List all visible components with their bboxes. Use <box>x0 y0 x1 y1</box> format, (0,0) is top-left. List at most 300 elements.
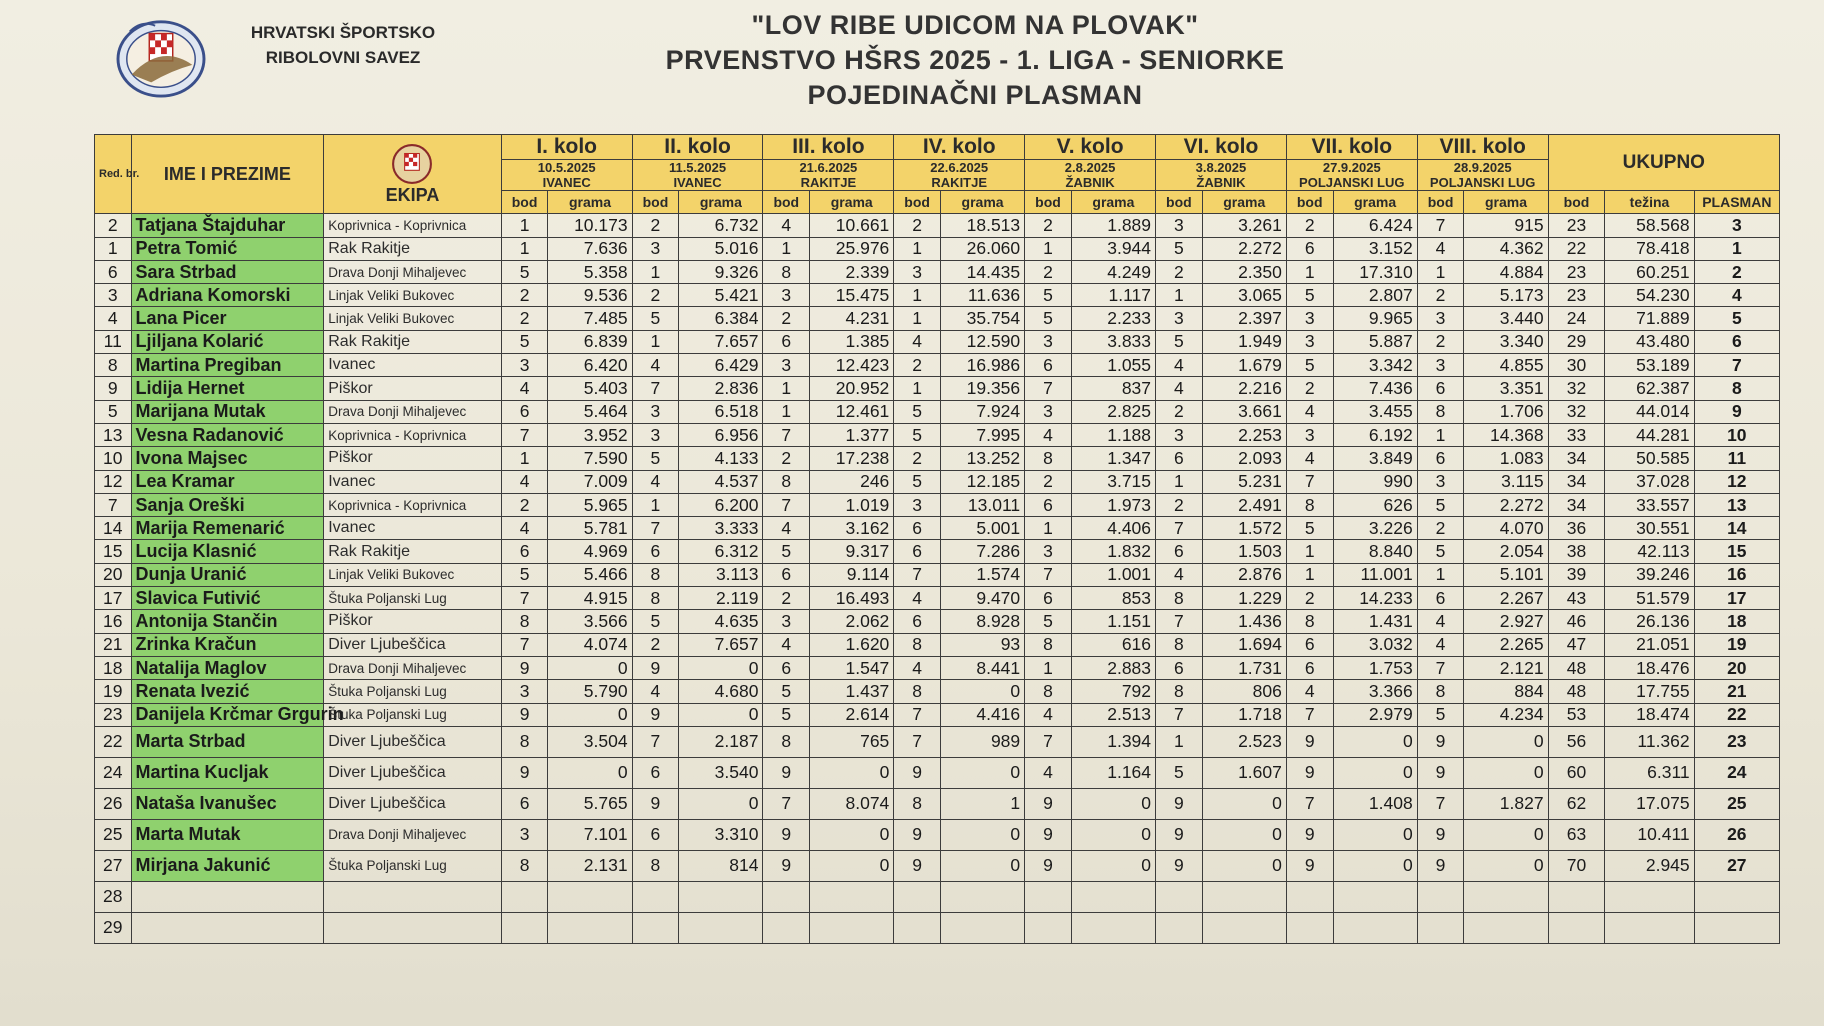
col-bod: bod <box>501 191 548 214</box>
table-row <box>95 354 1780 377</box>
row-number: 10 <box>95 447 132 470</box>
round-title: VIII. kolo <box>1417 135 1548 160</box>
round-grama: 3.504 <box>548 726 632 757</box>
round-grama: 3.566 <box>548 610 632 633</box>
round-info <box>1417 160 1548 191</box>
round-place: RAKITJE <box>931 175 988 190</box>
competitor-name: Ljiljana Kolarić <box>131 330 324 353</box>
round-bod: 2 <box>1025 470 1072 493</box>
total-bod: 34 <box>1548 493 1605 516</box>
table-row <box>95 377 1780 400</box>
empty-cell <box>548 881 632 912</box>
round-grama: 16.986 <box>940 354 1024 377</box>
round-bod: 1 <box>894 307 941 330</box>
total-bod: 24 <box>1548 307 1605 330</box>
round-grama: 2.121 <box>1464 656 1548 679</box>
round-bod: 3 <box>1417 354 1464 377</box>
round-bod: 3 <box>894 493 941 516</box>
header-team-label: EKIPA <box>385 184 440 205</box>
round-grama: 4.231 <box>810 307 894 330</box>
round-grama: 5.173 <box>1464 284 1548 307</box>
round-bod: 4 <box>763 517 810 540</box>
round-bod: 5 <box>894 423 941 446</box>
total-bod: 23 <box>1548 260 1605 283</box>
round-grama: 0 <box>1202 819 1286 850</box>
round-grama: 2.927 <box>1464 610 1548 633</box>
round-grama: 1.377 <box>810 423 894 446</box>
round-bod: 8 <box>1286 610 1333 633</box>
table-body <box>95 214 1780 944</box>
round-bod: 3 <box>632 400 679 423</box>
round-bod: 3 <box>1417 307 1464 330</box>
empty-cell <box>1694 912 1779 943</box>
round-bod: 1 <box>501 447 548 470</box>
round-grama: 1.019 <box>810 493 894 516</box>
round-grama: 1.229 <box>1202 587 1286 610</box>
round-grama: 3.661 <box>1202 400 1286 423</box>
round-grama: 1.408 <box>1333 788 1417 819</box>
total-bod: 47 <box>1548 633 1605 656</box>
round-bod: 8 <box>632 563 679 586</box>
round-grama: 8.074 <box>810 788 894 819</box>
round-grama: 989 <box>940 726 1024 757</box>
team-name: Štuka Poljanski Lug <box>324 680 502 703</box>
round-grama: 3.261 <box>1202 214 1286 237</box>
row-number: 23 <box>95 703 132 726</box>
round-grama: 3.032 <box>1333 633 1417 656</box>
col-bod: bod <box>1417 191 1464 214</box>
round-bod: 1 <box>1156 284 1203 307</box>
round-grama: 7.485 <box>548 307 632 330</box>
round-date: 28.9.2025 <box>1453 160 1512 175</box>
col-grama: grama <box>548 191 632 214</box>
round-bod: 3 <box>894 260 941 283</box>
round-bod: 9 <box>1417 726 1464 757</box>
round-grama: 7.590 <box>548 447 632 470</box>
team-name: Ivanec <box>324 354 502 377</box>
round-bod: 4 <box>1025 703 1072 726</box>
round-grama: 4.406 <box>1071 517 1155 540</box>
round-grama: 17.310 <box>1333 260 1417 283</box>
row-number: 15 <box>95 540 132 563</box>
empty-cell <box>1286 912 1333 943</box>
round-bod: 7 <box>763 423 810 446</box>
total-tezina: 33.557 <box>1605 493 1694 516</box>
round-bod: 8 <box>1025 633 1072 656</box>
row-number: 13 <box>95 423 132 446</box>
round-grama: 2.272 <box>1202 237 1286 260</box>
round-grama: 1.718 <box>1202 703 1286 726</box>
round-bod: 3 <box>632 423 679 446</box>
round-grama: 0 <box>1464 850 1548 881</box>
round-grama: 10.661 <box>810 214 894 237</box>
table-row <box>95 400 1780 423</box>
round-grama: 3.340 <box>1464 330 1548 353</box>
empty-cell <box>1548 912 1605 943</box>
round-grama: 626 <box>1333 493 1417 516</box>
table-row <box>95 237 1780 260</box>
round-bod: 8 <box>894 788 941 819</box>
round-bod: 7 <box>1156 610 1203 633</box>
round-bod: 7 <box>501 423 548 446</box>
round-bod: 1 <box>1156 470 1203 493</box>
round-title: VII. kolo <box>1286 135 1417 160</box>
round-grama: 0 <box>1333 850 1417 881</box>
round-bod: 9 <box>632 656 679 679</box>
row-number: 1 <box>95 237 132 260</box>
round-grama: 0 <box>1464 757 1548 788</box>
round-grama: 4.074 <box>548 633 632 656</box>
round-grama: 4.855 <box>1464 354 1548 377</box>
competitor-name: Marija Remenarić <box>131 517 324 540</box>
plasman-value: 11 <box>1694 447 1779 470</box>
round-grama: 1.731 <box>1202 656 1286 679</box>
total-tezina: 50.585 <box>1605 447 1694 470</box>
round-bod: 1 <box>1156 726 1203 757</box>
round-info <box>501 160 632 191</box>
round-bod: 8 <box>501 610 548 633</box>
team-name: Linjak Veliki Bukovec <box>324 563 502 586</box>
round-grama: 12.185 <box>940 470 1024 493</box>
round-bod: 3 <box>501 680 548 703</box>
plasman-value: 19 <box>1694 633 1779 656</box>
round-grama: 6.518 <box>679 400 763 423</box>
round-grama: 3.540 <box>679 757 763 788</box>
row-number: 25 <box>95 819 132 850</box>
round-grama: 8.928 <box>940 610 1024 633</box>
plasman-value: 17 <box>1694 587 1779 610</box>
round-bod: 2 <box>1156 493 1203 516</box>
competitor-name: Lea Kramar <box>131 470 324 493</box>
round-grama: 1.832 <box>1071 540 1155 563</box>
table-row <box>95 214 1780 237</box>
team-name: Linjak Veliki Bukovec <box>324 307 502 330</box>
round-grama: 9.114 <box>810 563 894 586</box>
round-bod: 2 <box>1417 517 1464 540</box>
round-bod: 3 <box>1156 423 1203 446</box>
total-bod: 43 <box>1548 587 1605 610</box>
competitor-name: Adriana Komorski <box>131 284 324 307</box>
round-info <box>1286 160 1417 191</box>
table-row <box>95 260 1780 283</box>
round-grama: 1.151 <box>1071 610 1155 633</box>
round-bod: 5 <box>632 447 679 470</box>
round-bod: 4 <box>1156 354 1203 377</box>
round-bod: 3 <box>1417 470 1464 493</box>
table-row <box>95 423 1780 446</box>
round-bod: 7 <box>1025 377 1072 400</box>
round-bod: 6 <box>1286 633 1333 656</box>
round-grama: 2.350 <box>1202 260 1286 283</box>
round-bod: 2 <box>763 587 810 610</box>
empty-cell <box>1605 881 1694 912</box>
round-grama: 0 <box>1202 788 1286 819</box>
total-bod: 38 <box>1548 540 1605 563</box>
plasman-value: 4 <box>1694 284 1779 307</box>
round-bod: 5 <box>763 680 810 703</box>
round-bod: 9 <box>1025 819 1072 850</box>
round-bod: 1 <box>1025 517 1072 540</box>
col-bod: bod <box>763 191 810 214</box>
team-name: Diver Ljubeščica <box>324 757 502 788</box>
round-bod: 1 <box>763 237 810 260</box>
plasman-value: 21 <box>1694 680 1779 703</box>
round-bod: 1 <box>632 493 679 516</box>
federation-logo <box>112 14 210 100</box>
empty-cell <box>1156 881 1203 912</box>
round-date: 22.6.2025 <box>930 160 989 175</box>
round-bod: 1 <box>1417 260 1464 283</box>
round-grama: 2.836 <box>679 377 763 400</box>
round-grama: 6.384 <box>679 307 763 330</box>
round-grama: 0 <box>1202 850 1286 881</box>
round-bod: 4 <box>1156 563 1203 586</box>
total-bod: 70 <box>1548 850 1605 881</box>
round-grama: 4.133 <box>679 447 763 470</box>
round-grama: 2.513 <box>1071 703 1155 726</box>
round-bod: 7 <box>1025 726 1072 757</box>
round-grama: 0 <box>1333 757 1417 788</box>
row-number: 18 <box>95 656 132 679</box>
round-grama: 0 <box>1464 819 1548 850</box>
round-bod: 6 <box>632 819 679 850</box>
round-bod: 4 <box>1286 400 1333 423</box>
round-grama: 990 <box>1333 470 1417 493</box>
plasman-value: 9 <box>1694 400 1779 423</box>
round-bod: 2 <box>632 214 679 237</box>
header-name: IME I PREZIME <box>131 135 324 214</box>
team-name: Diver Ljubeščica <box>324 788 502 819</box>
team-name: Štuka Poljanski Lug <box>324 703 502 726</box>
round-grama: 5.358 <box>548 260 632 283</box>
empty-cell <box>501 912 548 943</box>
row-number: 12 <box>95 470 132 493</box>
round-grama: 0 <box>1071 850 1155 881</box>
round-grama: 9.965 <box>1333 307 1417 330</box>
header-red-br: Red. br. <box>95 135 132 214</box>
team-name: Koprivnica - Koprivnica <box>324 493 502 516</box>
round-bod: 1 <box>632 260 679 283</box>
round-grama: 14.368 <box>1464 423 1548 446</box>
round-grama: 3.351 <box>1464 377 1548 400</box>
round-grama: 6.839 <box>548 330 632 353</box>
round-grama: 616 <box>1071 633 1155 656</box>
round-grama: 5.965 <box>548 493 632 516</box>
round-bod: 4 <box>763 633 810 656</box>
competitor-name: Martina Kucljak <box>131 757 324 788</box>
round-grama: 1.949 <box>1202 330 1286 353</box>
round-grama: 2.119 <box>679 587 763 610</box>
round-grama: 3.440 <box>1464 307 1548 330</box>
col-bod: bod <box>1156 191 1203 214</box>
round-bod: 5 <box>1417 493 1464 516</box>
round-grama: 25.976 <box>810 237 894 260</box>
empty-cell <box>894 912 941 943</box>
round-bod: 3 <box>1286 307 1333 330</box>
round-bod: 6 <box>501 540 548 563</box>
plasman-value: 12 <box>1694 470 1779 493</box>
round-bod: 7 <box>632 377 679 400</box>
plasman-value: 14 <box>1694 517 1779 540</box>
round-grama: 1.437 <box>810 680 894 703</box>
round-grama: 2.883 <box>1071 656 1155 679</box>
round-title: V. kolo <box>1025 135 1156 160</box>
federation-name <box>228 20 458 70</box>
total-bod: 48 <box>1548 656 1605 679</box>
round-bod: 8 <box>1286 493 1333 516</box>
round-grama: 2.187 <box>679 726 763 757</box>
competitor-name: Petra Tomić <box>131 237 324 260</box>
col-grama: grama <box>1202 191 1286 214</box>
row-number: 8 <box>95 354 132 377</box>
total-bod: 23 <box>1548 284 1605 307</box>
round-grama: 2.491 <box>1202 493 1286 516</box>
team-name: Piškor <box>324 610 502 633</box>
round-grama: 837 <box>1071 377 1155 400</box>
header-team <box>324 135 502 214</box>
round-bod: 5 <box>1417 540 1464 563</box>
round-grama: 0 <box>940 757 1024 788</box>
total-tezina: 11.362 <box>1605 726 1694 757</box>
plasman-value: 18 <box>1694 610 1779 633</box>
standings-table <box>94 134 1780 944</box>
round-grama: 7.924 <box>940 400 1024 423</box>
empty-cell <box>632 881 679 912</box>
round-grama: 1.574 <box>940 563 1024 586</box>
round-grama: 3.366 <box>1333 680 1417 703</box>
round-grama: 765 <box>810 726 894 757</box>
round-grama: 1.620 <box>810 633 894 656</box>
competitor-name: Marijana Mutak <box>131 400 324 423</box>
total-tezina: 51.579 <box>1605 587 1694 610</box>
empty-row <box>95 881 1780 912</box>
round-bod: 6 <box>501 400 548 423</box>
total-bod: 48 <box>1548 680 1605 703</box>
table-row <box>95 680 1780 703</box>
round-grama: 3.849 <box>1333 447 1417 470</box>
round-bod: 6 <box>894 517 941 540</box>
total-tezina: 18.474 <box>1605 703 1694 726</box>
round-bod: 3 <box>763 610 810 633</box>
round-grama: 0 <box>810 819 894 850</box>
team-name: Koprivnica - Koprivnica <box>324 214 502 237</box>
round-grama: 2.131 <box>548 850 632 881</box>
round-grama: 5.001 <box>940 517 1024 540</box>
round-grama: 7.009 <box>548 470 632 493</box>
total-tezina: 60.251 <box>1605 260 1694 283</box>
team-name: Drava Donji Mihaljevec <box>324 656 502 679</box>
round-bod: 1 <box>1286 563 1333 586</box>
total-tezina: 30.551 <box>1605 517 1694 540</box>
round-grama: 14.233 <box>1333 587 1417 610</box>
team-name: Rak Rakitje <box>324 237 502 260</box>
total-bod: 53 <box>1548 703 1605 726</box>
round-bod: 3 <box>763 284 810 307</box>
competitor-name: Renata Ivezić <box>131 680 324 703</box>
row-number: 6 <box>95 260 132 283</box>
round-bod: 4 <box>1025 423 1072 446</box>
round-title: I. kolo <box>501 135 632 160</box>
round-bod: 9 <box>632 703 679 726</box>
round-bod: 9 <box>763 757 810 788</box>
total-tezina: 6.311 <box>1605 757 1694 788</box>
round-date: 3.8.2025 <box>1195 160 1247 175</box>
competitor-name: Dunja Uranić <box>131 563 324 586</box>
title-line3: POJEDINAČNI PLASMAN <box>807 80 1143 110</box>
table-row <box>95 447 1780 470</box>
round-bod: 9 <box>763 850 810 881</box>
round-grama: 7.657 <box>679 633 763 656</box>
plasman-value: 2 <box>1694 260 1779 283</box>
round-bod: 9 <box>894 819 941 850</box>
round-bod: 9 <box>1417 850 1464 881</box>
empty-cell <box>763 881 810 912</box>
round-grama: 0 <box>1333 726 1417 757</box>
round-bod: 2 <box>1286 377 1333 400</box>
round-grama: 1.055 <box>1071 354 1155 377</box>
round-grama: 12.423 <box>810 354 894 377</box>
round-grama: 814 <box>679 850 763 881</box>
round-bod: 3 <box>1156 214 1203 237</box>
team-name: Piškor <box>324 377 502 400</box>
round-bod: 5 <box>632 610 679 633</box>
plasman-value: 1 <box>1694 237 1779 260</box>
round-grama: 15.475 <box>810 284 894 307</box>
round-bod: 8 <box>894 680 941 703</box>
competitor-name: Mirjana Jakunić <box>131 850 324 881</box>
round-bod: 9 <box>501 656 548 679</box>
round-bod: 3 <box>1286 330 1333 353</box>
round-date: 27.9.2025 <box>1322 160 1381 175</box>
round-grama: 4.416 <box>940 703 1024 726</box>
total-tezina: 17.755 <box>1605 680 1694 703</box>
round-grama: 5.781 <box>548 517 632 540</box>
round-bod: 9 <box>632 788 679 819</box>
round-grama: 0 <box>679 656 763 679</box>
round-grama: 5.421 <box>679 284 763 307</box>
row-number: 26 <box>95 788 132 819</box>
round-grama: 6.200 <box>679 493 763 516</box>
round-bod: 6 <box>1025 493 1072 516</box>
col-grama: grama <box>679 191 763 214</box>
round-grama: 3.162 <box>810 517 894 540</box>
total-bod: 22 <box>1548 237 1605 260</box>
round-grama: 0 <box>1464 726 1548 757</box>
competitor-name: Lucija Klasnić <box>131 540 324 563</box>
round-bod: 4 <box>894 656 941 679</box>
round-grama: 4.362 <box>1464 237 1548 260</box>
empty-cell <box>1417 881 1464 912</box>
round-bod: 5 <box>1286 517 1333 540</box>
round-grama: 6.312 <box>679 540 763 563</box>
round-bod: 7 <box>632 517 679 540</box>
round-bod: 1 <box>501 237 548 260</box>
round-bod: 9 <box>1417 757 1464 788</box>
row-number: 29 <box>95 912 132 943</box>
round-bod: 7 <box>1286 788 1333 819</box>
total-bod: 23 <box>1548 214 1605 237</box>
round-grama: 16.493 <box>810 587 894 610</box>
round-grama: 4.249 <box>1071 260 1155 283</box>
empty-cell <box>1333 912 1417 943</box>
team-name: Rak Rakitje <box>324 330 502 353</box>
total-tezina: 53.189 <box>1605 354 1694 377</box>
round-bod: 5 <box>763 703 810 726</box>
total-bod: 60 <box>1548 757 1605 788</box>
round-bod: 6 <box>632 757 679 788</box>
team-name: Drava Donji Mihaljevec <box>324 260 502 283</box>
round-bod: 6 <box>1156 540 1203 563</box>
